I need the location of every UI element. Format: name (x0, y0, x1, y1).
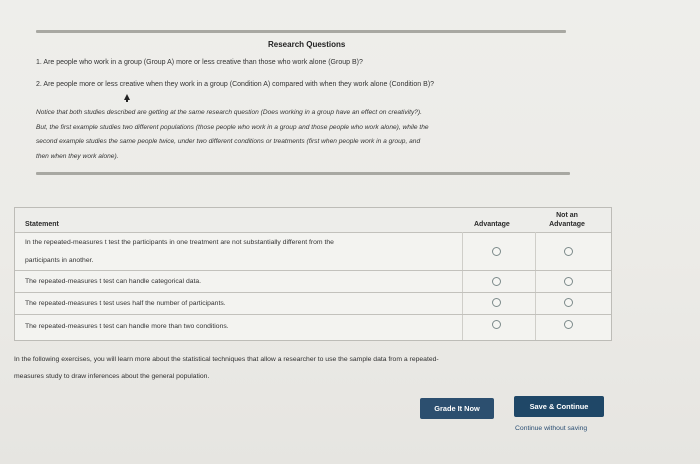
notice-paragraph (36, 106, 576, 164)
row-divider (15, 292, 611, 293)
table-row-statement: In the repeated-measures t test the participants in one treatment are not substantially different from the (25, 239, 334, 246)
advantage-radio-row-4[interactable] (492, 320, 501, 329)
column-divider (462, 232, 463, 340)
column-header-advantage: Advantage (474, 221, 510, 228)
top-divider (36, 30, 566, 33)
exercise-line: measures study to draw inferences about the general population. (14, 373, 210, 380)
save-and-continue-button[interactable]: Save & Continue (514, 396, 604, 417)
continue-without-saving-link[interactable]: Continue without saving (515, 425, 588, 432)
grade-it-now-button[interactable]: Grade It Now (420, 398, 494, 419)
not-advantage-radio-row-2[interactable] (564, 277, 573, 286)
table-row-statement: The repeated-measures t test can handle more than two conditions. (25, 323, 229, 330)
column-header-not-advantage-line2: Advantage (549, 221, 585, 228)
not-advantage-radio-row-1[interactable] (564, 247, 573, 256)
advantage-radio-row-2[interactable] (492, 277, 501, 286)
not-advantage-radio-row-3[interactable] (564, 298, 573, 307)
advantage-table (14, 207, 612, 341)
research-question-1: 1. Are people who work in a group (Group A) more or less creative than those who work alone (Group B)? (36, 59, 363, 66)
column-divider (535, 232, 536, 340)
row-divider (15, 270, 611, 271)
mouse-cursor-stem (126, 99, 128, 102)
exercise-instructions (14, 351, 439, 385)
not-advantage-radio-row-4[interactable] (564, 320, 573, 329)
column-header-statement: Statement (25, 221, 59, 228)
table-row-statement-continued: participants in another. (25, 257, 94, 264)
row-divider (15, 314, 611, 315)
column-header-not-advantage-line1: Not an (556, 212, 578, 219)
column-header-not-advantage (543, 211, 591, 229)
research-question-2: 2. Are people more or less creative when they work in a group (Condition A) compared with when they work alone (Condition B)? (36, 81, 435, 88)
table-header (15, 208, 611, 232)
row-divider (15, 232, 611, 233)
advantage-radio-row-1[interactable] (492, 247, 501, 256)
advantage-radio-row-3[interactable] (492, 298, 501, 307)
notice-line: But, the first example studies two different populations (those people who work in a group and those people who work alone), while the (36, 123, 429, 131)
table-row-statement: The repeated-measures t test uses half the number of participants. (25, 300, 226, 307)
middle-divider (36, 172, 570, 175)
notice-line: second example studies the same people twice, under two different conditions or treatments (first when people work in a group, and (36, 138, 421, 145)
table-row-statement: The repeated-measures t test can handle categorical data. (25, 278, 202, 285)
exercise-line: In the following exercises, you will learn more about the statistical techniques that allow a researcher to use the sample data from a repeated- (14, 356, 439, 363)
notice-line: Notice that both studies described are getting at the same research question (Does working in a group have an effect on creativity?). (36, 109, 422, 116)
research-questions-title: Research Questions (268, 40, 346, 49)
notice-line: then when they work alone). (36, 152, 119, 160)
